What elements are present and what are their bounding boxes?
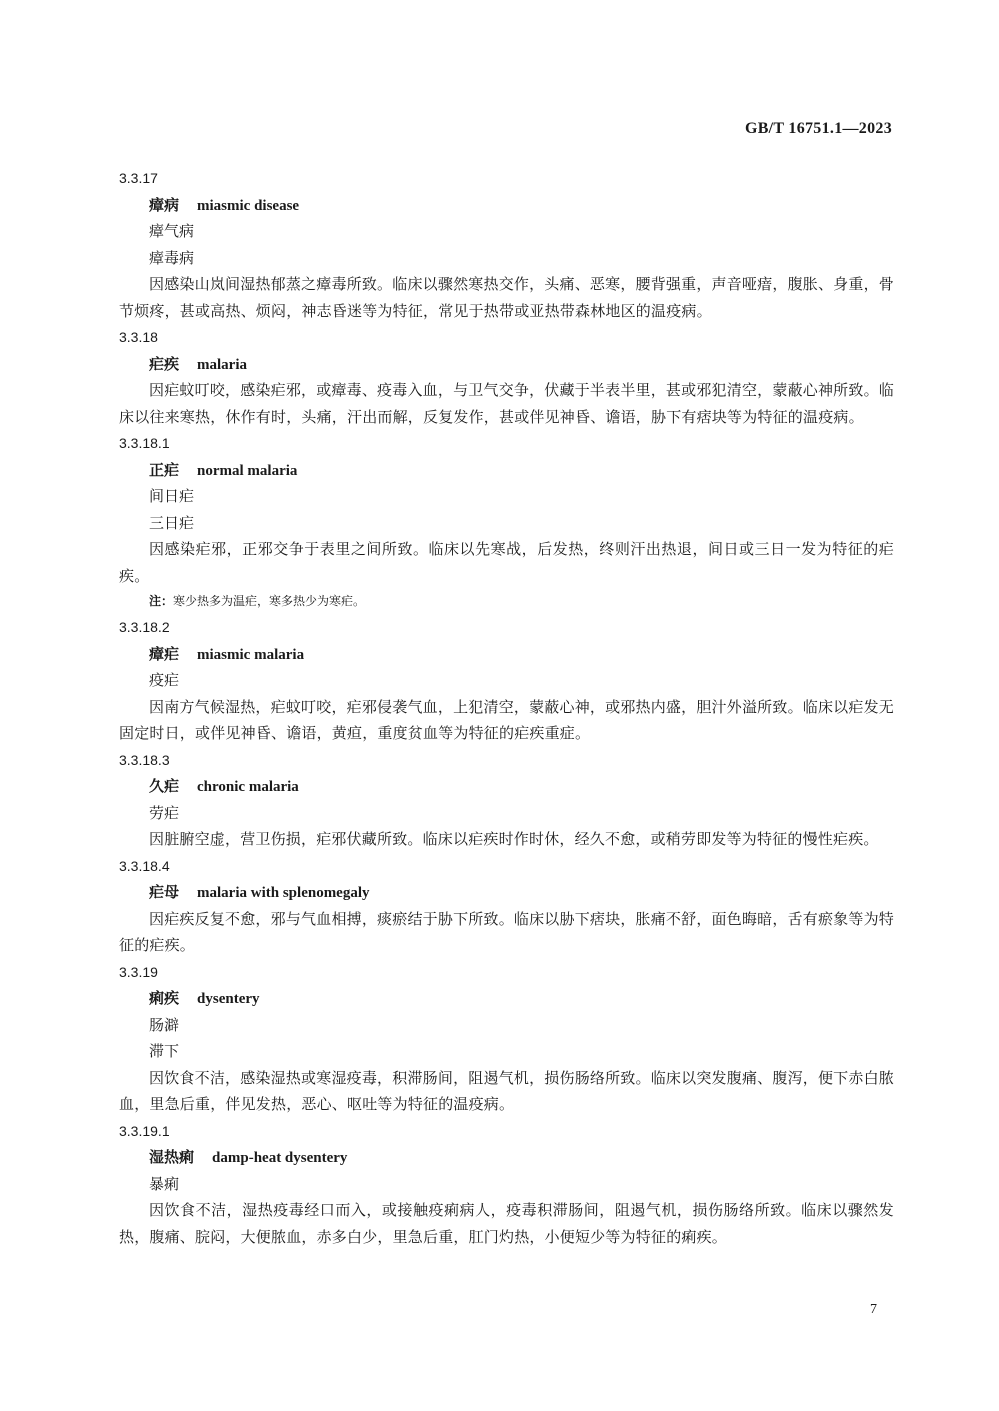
synonym: 肠澼 <box>149 1015 180 1034</box>
entry-term <box>119 192 894 219</box>
synonym: 间日疟 <box>149 487 195 505</box>
definition: 因疟疾反复不愈，邪与气血相搏，痰瘀结于胁下所致。临床以胁下痞块，胀痛不舒，面色晦暗，舌有瘀象等为特征的疟疾。 <box>119 909 894 954</box>
entry-number: 3.3.18 <box>119 329 158 345</box>
term-english: miasmic malaria <box>197 646 305 663</box>
entry-number: 3.3.18.3 <box>119 751 170 768</box>
term-english: dysentery <box>197 991 260 1007</box>
term-english: damp-heat dysentery <box>212 1150 348 1166</box>
term-chinese: 瘴病 <box>149 195 180 214</box>
synonym: 暴痢 <box>149 1174 180 1193</box>
term-english: malaria with splenomegaly <box>197 885 370 901</box>
entry-number: 3.3.19 <box>119 963 158 980</box>
entry-number: 3.3.18.2 <box>119 619 170 635</box>
entry <box>119 959 894 1118</box>
definition: 因饮食不洁，感染湿热或寒湿疫毒，积滞肠间，阻遏气机，损伤肠络所致。临床以突发腹痛、腹泻，便下赤白脓血，里急后重，伴见发热，恶心、呕吐等为特征的温疫病。 <box>119 1068 894 1113</box>
term-chinese: 疟疾 <box>149 354 180 373</box>
definition: 因脏腑空虚，营卫伤损，疟邪伏藏所致。临床以疟疾时作时休，经久不愈，或稍劳即发等为特征的慢性疟疾。 <box>149 830 879 848</box>
synonym: 滞下 <box>149 1042 180 1060</box>
term-chinese: 疟母 <box>149 883 180 901</box>
standard-code: GB/T 16751.1—2023 <box>744 120 892 137</box>
entry-number: 3.3.18.1 <box>119 435 170 451</box>
definition: 因疟蚊叮咬，感染疟邪，或瘴毒、疫毒入血，与卫气交争，伏藏于半表半里，甚或邪犯清空，蒙蔽心神所致。临床以往来寒热，休作有时，头痛，汗出而解，反复发作，甚或伴见神昏、谵语，胁下有痞块等为特征的温疫病。 <box>119 381 894 426</box>
synonym: 瘴气病 <box>149 222 195 240</box>
synonym: 劳疟 <box>149 803 180 822</box>
note <box>119 589 894 614</box>
term-chinese: 湿热痢 <box>149 1148 195 1166</box>
entry <box>119 324 894 430</box>
page-number: 7 <box>870 1302 877 1317</box>
definition: 因感染疟邪，正邪交争于表里之间所致。临床以先寒战，后发热，终则汗出热退，间日或三日一发为特征的疟疾。 <box>119 540 894 585</box>
note-text: 寒少热多为温疟，寒多热少为寒疟。 <box>173 594 366 608</box>
entry-term <box>119 773 894 800</box>
term-chinese: 正疟 <box>149 460 180 479</box>
entry-term <box>119 985 894 1012</box>
entry <box>119 853 894 959</box>
definition: 因南方气候湿热，疟蚊叮咬，疟邪侵袭气血，上犯清空，蒙蔽心神，或邪热内盛，胆汁外溢所致。临床以疟发无固定时日，或伴见神昏、谵语，黄疸，重度贫血等为特征的疟疾重症。 <box>119 697 894 742</box>
entry <box>119 747 894 853</box>
note-label: 注： <box>149 594 174 608</box>
entry-number: 3.3.18.4 <box>119 857 170 874</box>
entry-term <box>119 457 894 484</box>
definition: 因饮食不洁，湿热疫毒经口而入，或接触疫痢病人，疫毒积滞肠间，阻遏气机，损伤肠络所致。临床以骤然发热，腹痛、脘闷，大便脓血，赤多白少，里急后重，肛门灼热，小便短少等为特征的痢疾。 <box>119 1201 894 1246</box>
term-english: miasmic disease <box>197 197 300 214</box>
term-english: malaria <box>197 356 248 373</box>
entry-number: 3.3.17 <box>119 170 158 186</box>
entries-list <box>119 165 894 1250</box>
entry-term <box>119 351 894 378</box>
definition: 因感染山岚间湿热郁蒸之瘴毒所致。临床以骤然寒热交作，头痛、恶寒，腰背强重，声音哑瘖，腹胀、身重，骨节烦疼，甚或高热、烦闷，神志昏迷等为特征，常见于热带或亚热带森林地区的温疫病。 <box>119 275 894 320</box>
entry <box>119 430 894 614</box>
term-chinese: 瘴疟 <box>149 644 180 663</box>
term-chinese: 痢疾 <box>149 989 180 1007</box>
synonym: 瘴毒病 <box>149 248 195 267</box>
entry-term <box>119 641 894 668</box>
entry-term <box>119 879 894 906</box>
entry <box>119 614 894 747</box>
synonym: 疫疟 <box>149 671 180 689</box>
entry-number: 3.3.19.1 <box>119 1122 170 1139</box>
term-chinese: 久疟 <box>149 777 180 795</box>
term-english: normal malaria <box>197 462 298 479</box>
synonym: 三日疟 <box>149 513 195 532</box>
term-english: chronic malaria <box>197 779 299 795</box>
entry <box>119 1118 894 1251</box>
entry-term <box>119 1144 894 1171</box>
entry <box>119 165 894 324</box>
